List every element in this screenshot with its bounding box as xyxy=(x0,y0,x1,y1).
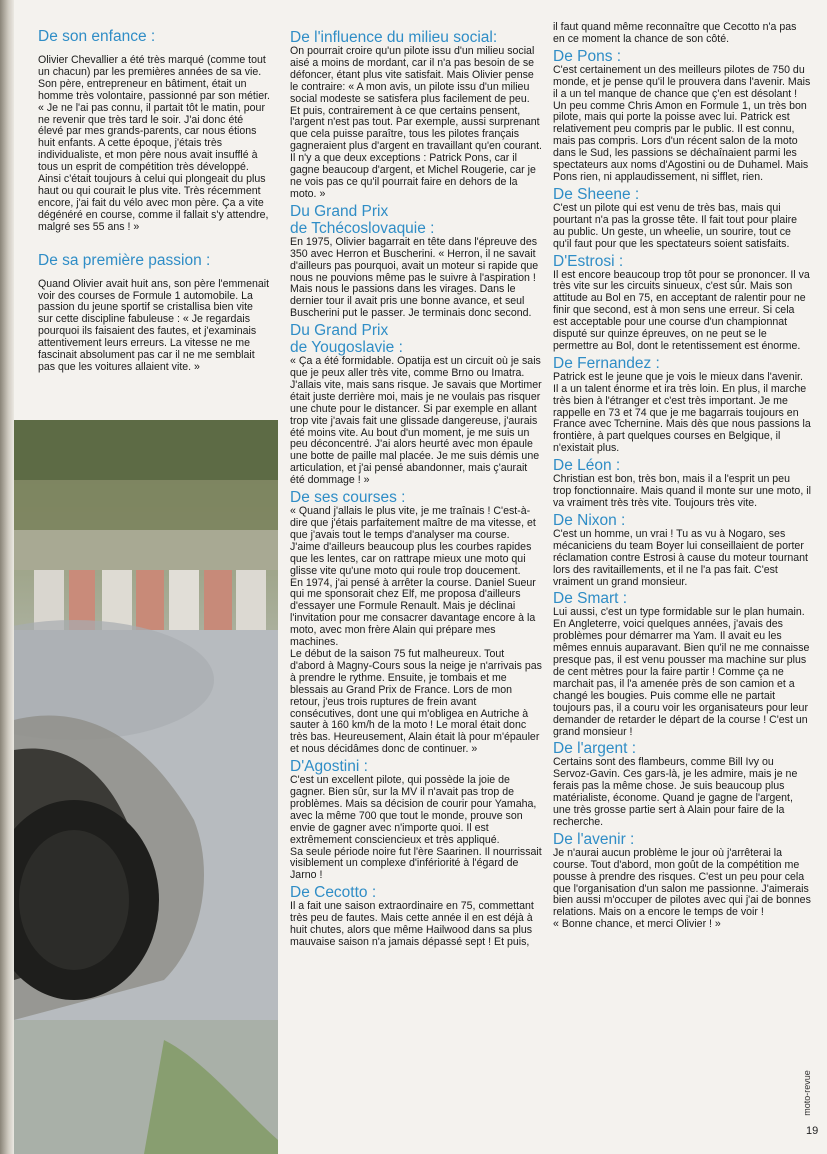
column-2 xyxy=(290,28,542,951)
paragraph-social: On pourrait croire qu'un pilote issu d'un milieu social aisé a moins de mordant, car il n'a pas besoin de se défoncer, étant plus vite satisfait. Mais Olivier pense le contraire: « A mon avis, un pilote issu d'un milieu social modeste se satisfera plus facilement de peu. Et puis, contrairement à ce que certains pensent, l'argent n'est pas tout. Par exemple, aussi surprenant que cela puisse paraître, tous les pilotes français gagneraient plus d'argent en travaillant qu'en courant. Il n'y a que deux exceptions : Patrick Pons, car il gagne beaucoup d'argent, et Michel Rougerie, car je ne vois pas ce qu'il pourrait faire en dehors de la moto. » xyxy=(290,45,542,200)
heading-cecotto: De Cecotto : xyxy=(290,884,377,902)
heading-avenir: De l'avenir : xyxy=(553,830,635,848)
paragraph-estrosi: Il est encore beaucoup trop tôt pour se prononcer. Il va très vite sur les circuits sinueux, c'est sûr. Mais son attitude au Bol en 75, en acceptant de ralentir pour ne finir que second, est à mon sens une erreur. Si cela est acceptable pour une course d'un championnat disputé sur quinze épreuves, on ne peut se le permettre au Bol, dont le retentissement est énorme. xyxy=(553,268,810,352)
paragraph-courses: « Quand j'allais le plus vite, je me traînais ! C'est-à-dire que j'étais parfaitement maître de ma vitesse, et que j'avais tout le temps d'analyser ma course. J'aime d'ailleurs beaucoup plus les courbes rapides que les lentes, car on rattrape mieux une moto qui glisse vite qu'une moto qui roule trop doucement. En 1974, j'ai pensé à arrêter la course. Daniel Sueur qui me sponsorait chez Elf, me proposa d'ailleurs d'essayer une Formule Renault. Mais je déclinai l'invitation pour me consacrer davantage encore à la moto, avec mon frère Alain qui prépare mes machines. Le début de la saison 75 fut malheureux. Tout d'abord à Magny-Cours sous la neige je n'arrivais pas à prendre le rythme. Ensuite, je tombais et me blessais au Grand Prix de France. Lors de mon retour, j'eus trois ruptures de frein avant consécutives, dont une qui m'obligea en Autriche à sauter à 160 km/h de la moto ! Le moral était donc très bas. Heureusement, Alain était là pour m'épauler et nous décidâmes donc de continuer. » xyxy=(290,505,542,756)
heading-pons: De Pons : xyxy=(553,47,622,65)
page-spine xyxy=(0,0,14,1154)
paragraph-leon: Christian est bon, très bon, mais il a l'esprit un peu trop fonctionnaire. Mais quand il monte sur une moto, il va vraiment très très vite. Toujours très vite. xyxy=(553,473,811,509)
paragraph-smart: Lui aussi, c'est un type formidable sur le plan humain. En Angleterre, voici quelques années, j'avais des problèmes pour démarrer ma Yam. Il avait eu les mêmes ennuis auparavant. Bien qu'il ne me connaisse presque pas, il est venu pousser ma machine sur plus de cent mètres pour la faire partir ! Comme ça ne marchait pas, il l'a amenée près de son camion et a changé les bougies. Puis comme elle ne partait toujours pas, il a couru voir les organisateurs pour leur demander de retarder le départ de la course ! C'est un grand monsieur ! xyxy=(553,606,810,738)
paragraph-argent: Certains sont des flambeurs, comme Bill Ivy ou Servoz-Gavin. Ces gars-là, je les admire, mais je ne ferais pas la même chose. Je suis beaucoup plus matérialiste, économe. Quand je gagne de l'argent, une très grosse partie sert à Alain pour faire de la recherche. xyxy=(553,756,798,828)
paragraph-yougoslavie: « Ça a été formidable. Opatija est un circuit où je sais que je peux aller très vite, comme Brno ou Imatra. J'allais vite, mais sans risque. Je savais que Mortimer était juste derrière moi, mais je ne voulais pas risquer une chute pour le distancer. Si par exemple en allant trop vite j'avais fait une glissade dangereuse, j'aurais été moins vite. Au bout d'un moment, je me suis un peu déconcentré. J'ai alors heurté avec mon épaule une botte de paille mal placée. Je me suis démis une articulation, et j'ai pensé abandonner, mais ç'aurait été dommage ! » xyxy=(290,355,542,487)
column-1 xyxy=(38,28,270,392)
page-number: 19 xyxy=(806,1125,819,1137)
heading-estrosi: D'Estrosi : xyxy=(553,252,624,270)
magazine-name-vertical xyxy=(801,1066,820,1126)
paragraph-pons: C'est certainement un des meilleurs pilotes de 750 du monde, et je pense qu'il le prouvera dans l'avenir. Mais il a un tel manque de chance que ç'en est désolant ! Un peu comme Chris Amon en Formule 1, un très bon pilote, mais qui porte la poisse avec lui. Patrick est relativement peu compris par le public. Il est connu, mais pas compris. Lors d'un récent salon de la moto dans le Sud, les passions se déchaînaient parmi les spectateurs aux noms d'Agostini ou de Duhamel. Mais Pons rien, ni applaudissement, ni sifflet, rien. xyxy=(553,63,811,183)
paragraph-tchecoslovaquie: En 1975, Olivier bagarrait en tête dans l'épreuve des 350 avec Herron et Buscherini. « Herron, il ne savait d'ailleurs pas pourquoi, avait un moteur si rapide que nous ne pouvions même pas le suivre à l'aspiration ! Mais nous le passions dans les virages. Dans le dernier tour il avait pris une bonne avance, et seul Buscherini put le passer. Je terminais donc second. xyxy=(290,235,539,320)
heading-enfance: De son enfance : xyxy=(38,28,156,45)
paragraph-agostini: C'est un excellent pilote, qui possède la joie de gagner. Bien sûr, sur la MV il n'avait pas trop de problèmes. Mais sa décision de courir pour Yamaha, avec la même 700 que tout le monde, prouve son envie de gagner avec n'importe quoi. Il est extrêmement consciencieux et très appliqué. Sa seule période noire fut l'ère Saarinen. Il nourrissait visiblement un complexe d'infériorité à l'égard de Jarno ! xyxy=(290,774,542,882)
paragraph-passion: Quand Olivier avait huit ans, son père l'emmenait voir des courses de Formule 1 automobile. La passion du jeune sportif se cristallisa bien vite sur cette discipline fabuleuse : « Je regardais pourquoi ils faisaient des fautes, et j'examinais attentivement leurs erreurs. La vitesse ne me fascinait absolument pas car il ne me semblait pas que les voitures allaient vite. » xyxy=(38,277,270,373)
paragraph-avenir: Je n'aurai aucun problème le jour où j'arrêterai la course. Tout d'abord, mon goût de la compétition me pousse à prendre des risques. C'est un peu pour cela que l'organisation d'un salon me passionne. J'aimerais bien aussi m'occuper de pilotes avec qui j'ai de bonnes relations. Mais on a encore le temps de voir ! « Bonne chance, et merci Olivier ! » xyxy=(553,846,811,931)
heading-nixon: De Nixon : xyxy=(553,511,626,529)
paragraph-cecotto-continued: il faut quand même reconnaître que Cecotto n'a pas en ce moment la chance de son côté. xyxy=(553,21,797,45)
paragraph-enfance: Olivier Chevallier a été très marqué (comme tout un chacun) par les premières années de sa vie. Son père, entrepreneur en bâtiment, était un homme très volontaire, passionné par son métier. « Je ne l'ai pas connu, il partait tôt le matin, pour ne revenir que très tard le soir. J'ai donc été élevé par mes grands-parents, car nous étions huit enfants. A cette époque, j'étais très individualiste, et mon père nous avait insufflé à tous un esprit de compétition très développé. Ainsi c'était toujours à celui qui plongeait du plus haut ou qui courait le plus vite. Très récemment encore, j'ai fait du vélo avec mon père. Ça a vite dégénéré en course, comme il fallait s'y attendre, malgré ses 55 ans ! » xyxy=(38,54,271,233)
heading-fernandez: De Fernandez : xyxy=(553,354,660,372)
heading-agostini: D'Agostini : xyxy=(290,758,368,776)
heading-yougoslavie: Du Grand Prix de Yougoslavie : xyxy=(290,322,403,357)
paragraph-fernandez: Patrick est le jeune que je vois le mieux dans l'avenir. Il a un talent énorme et ira très loin. En plus, il marche très bien à l'étranger et c'est très important. Je me rappelle en 73 et 74 que je me bagarrais toujours en France avec Tchernine. Mais dès que nous passions la frontière, à part quelques courses en Belgique, il n'existait plus. xyxy=(553,370,811,455)
heading-social: De l'influence du milieu social: xyxy=(290,29,498,46)
column-3 xyxy=(553,22,811,933)
heading-tchecoslovaquie: Du Grand Prix de Tchécoslovaquie : xyxy=(290,202,435,237)
magazine-name: moto-revue xyxy=(801,1070,812,1116)
heading-leon: De Léon : xyxy=(553,457,621,475)
heading-smart: De Smart : xyxy=(553,590,628,608)
motorcycle-photo xyxy=(14,420,278,1154)
heading-passion: De sa première passion : xyxy=(38,251,211,269)
paragraph-sheene: C'est un pilote qui est venu de très bas, mais qui pourtant n'a pas la grosse tête. Il fait tout pour plaire au public. Un geste, un wheelie, un sourire, tout ce qu'il faut pour que les spectateurs soient satisfaits. xyxy=(553,201,798,250)
paragraph-cecotto: Il a fait une saison extraordinaire en 75, commettant très peu de fautes. Mais cette année il en est déjà à huit chutes, alors que même Hailwood dans sa plus mauvaise saison n'a jamais dépassé sept ! Et puis, xyxy=(290,900,534,948)
paragraph-nixon: C'est un homme, un vrai ! Tu as vu à Nogaro, ses mécaniciens du team Boyer lui conseillaient de porter réclamation contre Estrosi à cause du moteur tournant lors des ravitaillements, et il ne l'a pas fait. C'est vraiment un grand monsieur. xyxy=(553,527,808,588)
heading-sheene: De Sheene : xyxy=(553,185,640,203)
heading-courses: De ses courses : xyxy=(290,489,406,507)
heading-argent: De l'argent : xyxy=(553,740,637,758)
